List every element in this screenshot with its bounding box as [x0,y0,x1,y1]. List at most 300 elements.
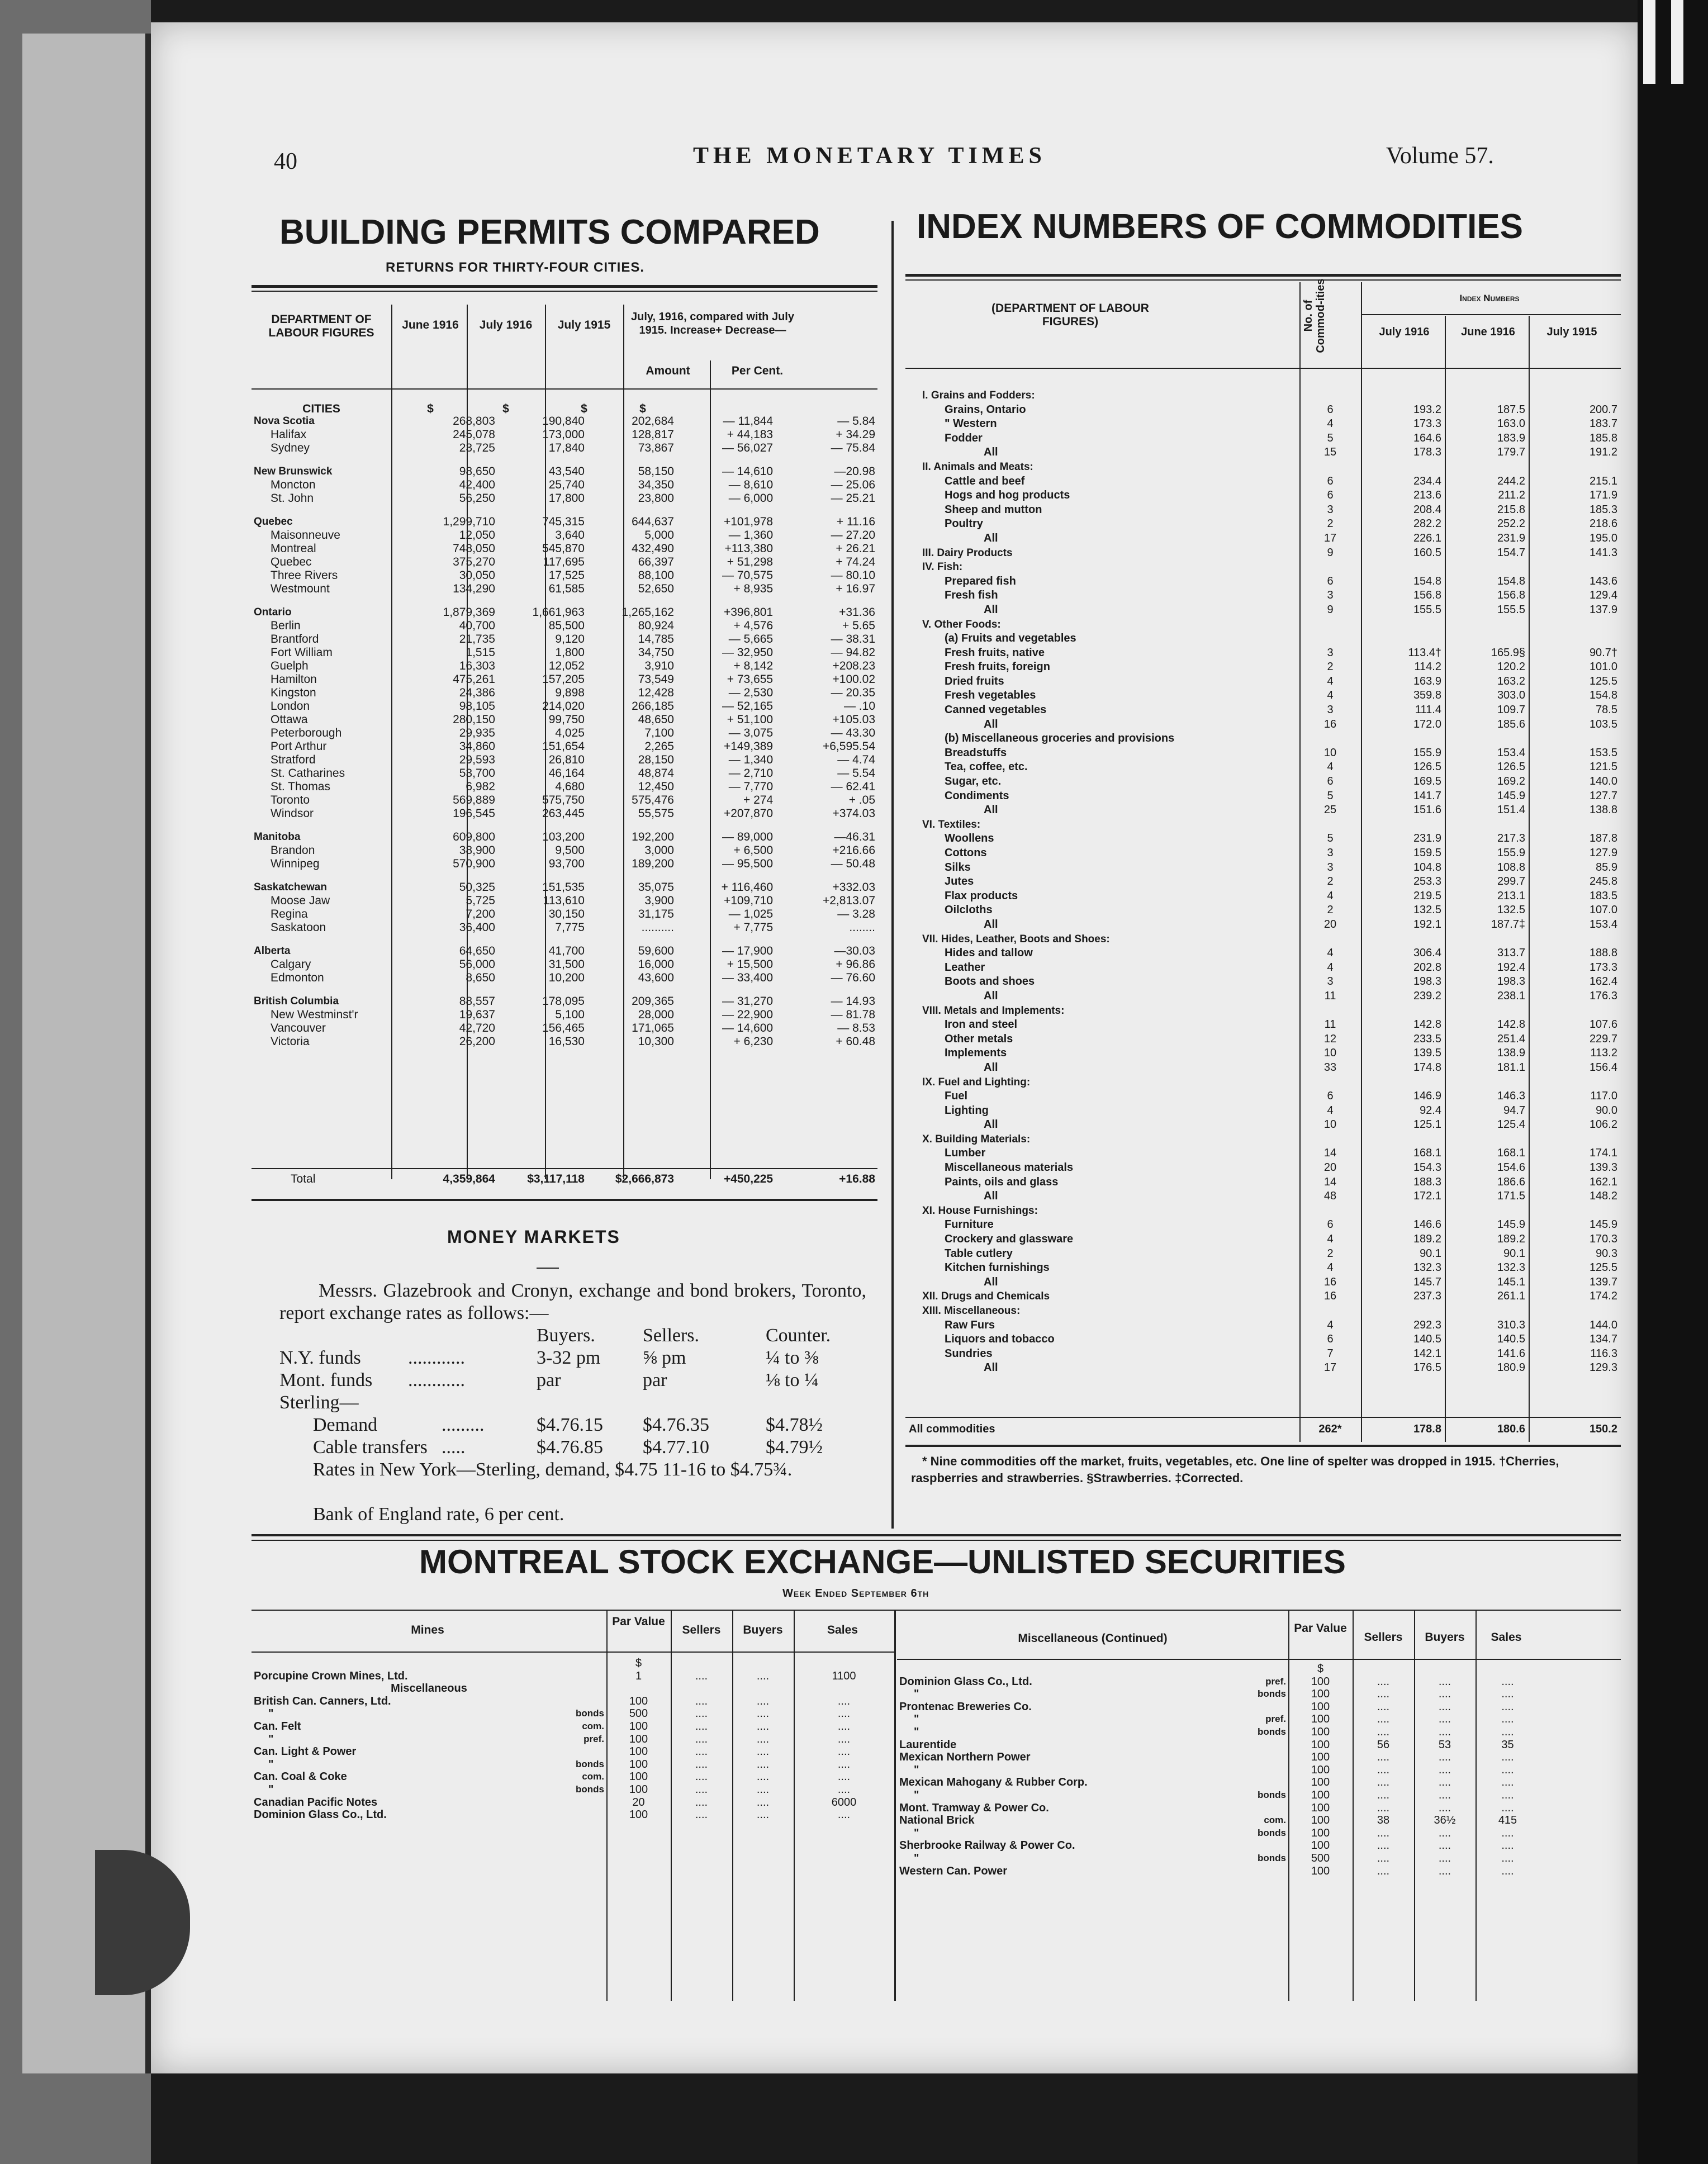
index-july-1916: 292.3 [1413,1318,1441,1331]
index-june-1916: 198.3 [1497,975,1525,988]
change-percent: + 34.29 [836,428,875,441]
city-row [252,646,877,659]
index-july-1915: 185.3 [1589,503,1617,516]
buyers-price: 36½ [1434,1814,1456,1827]
index-july-1915: 107.0 [1589,904,1617,917]
change-amount: + 51,298 [727,556,774,568]
change-percent: — 80.10 [831,569,875,582]
rate-label: Cable transfers [313,1437,428,1458]
commodity-name: All [984,804,998,817]
security-row [252,1771,894,1783]
province-row [252,465,877,478]
change-percent: +6,595.54 [822,740,875,753]
buyers-rate: $4.76.85 [537,1437,603,1458]
sellers-rate: $4.77.10 [643,1437,709,1458]
index-july-1916: 140.5 [1413,1333,1441,1346]
city-row [252,844,877,857]
june-1916-value: 569,889 [453,794,495,806]
city-row [252,673,877,686]
index-july-1915: 106.2 [1589,1118,1617,1131]
bp-col-june: June 1916 [402,319,459,331]
commodity-count [1299,632,1361,646]
page-edges [22,34,153,2073]
commodity-count: 4 [1327,1233,1334,1246]
st-col-buyers: Buyers [743,1624,783,1636]
commodity-name: Paints, oils and glass [945,1175,1059,1188]
change-percent: — 25.21 [831,492,875,505]
par-value: 100 [1311,1763,1330,1776]
commodity-row [905,660,1621,675]
june-1916-value: 196,545 [453,807,495,820]
buyers-price: .... [1438,1776,1451,1789]
table-top-rule-thin [252,291,877,292]
security-row [897,1726,1540,1739]
city-row [252,492,877,505]
sellers-price: 38 [1377,1814,1390,1827]
commodity-count: 16 [1323,718,1337,730]
security-name: Dominion Glass Co., Ltd. [254,1809,387,1821]
money-markets-title: MONEY MARKETS [447,1227,620,1247]
commodity-group-row [905,1132,1621,1147]
index-july-1916: 173.3 [1413,417,1441,430]
commodity-name: Sundries [945,1347,993,1360]
june-1916-value: 38,900 [459,844,495,857]
bp-col-compare: July, 1916, compared with July 1915. Increase+ Decrease— [631,311,794,336]
july-1915-value: 3,000 [644,844,674,857]
group-total-row [905,1275,1621,1290]
place-name: Windsor [271,807,314,820]
index-july-1916: 141.7 [1413,789,1441,802]
index-july-1915: 229.7 [1589,1032,1617,1045]
buyers-price: .... [756,1669,770,1682]
commodity-name: Table cutlery [945,1247,1013,1260]
index-july-1915: 156.4 [1589,1061,1617,1074]
july-1916-value: 30,150 [548,908,585,920]
ix-bottom-rule [905,1445,1621,1447]
security-name: " [914,1688,919,1701]
bp-total-label: Total [291,1173,316,1185]
index-july-1916: 231.9 [1413,832,1441,845]
par-value: 100 [1311,1826,1330,1839]
change-amount: — 3,075 [728,727,774,739]
index-july-1916: 359.8 [1413,689,1441,702]
index-june-1916: 244.2 [1497,474,1525,487]
change-percent: +208.23 [832,659,875,672]
city-row [252,767,877,780]
index-june-1916: 138.9 [1497,1047,1525,1060]
index-july-1916: 92.4 [1420,1104,1441,1117]
index-july-1915: 218.6 [1589,518,1617,530]
security-class [520,1745,606,1758]
ix-all-label: All commodities [909,1423,995,1435]
index-july-1915: 143.6 [1589,575,1617,587]
july-1915-value: 192,200 [632,831,674,843]
index-june-1916: 145.9 [1497,1218,1525,1231]
commodity-name: Other metals [945,1032,1013,1045]
change-amount: — 70,575 [722,569,774,582]
july-1915-value: 7,100 [644,727,674,739]
june-1916-value: 16,303 [459,659,495,672]
index-july-1915: 90.3 [1596,1247,1617,1260]
place-name: Saskatoon [271,921,326,934]
commodity-count: 5 [1327,832,1334,845]
commodity-name: Jutes [945,875,974,888]
commodity-row [905,789,1621,804]
buyers-price: .... [756,1758,770,1771]
city-row [252,857,877,871]
index-july-1915: 90.7† [1589,646,1617,659]
place-name: Peterborough [271,727,342,739]
commodity-name: VIII. Metals and Implements: [922,1004,1065,1017]
index-july-1916 [1361,1204,1445,1218]
index-july-1916: 169.5 [1413,775,1441,788]
change-percent: +31.36 [839,606,875,619]
buyers-price: .... [756,1796,770,1809]
commodity-name: All [984,918,998,931]
index-july-1916: 306.4 [1413,947,1441,960]
index-july-1915: 187.8 [1589,832,1617,845]
index-july-1916: 208.4 [1413,503,1441,516]
province-row [252,515,877,529]
commodity-row [905,646,1621,661]
change-amount: — 2,710 [728,767,774,780]
group-total-row [905,531,1621,546]
index-june-1916 [1445,632,1529,646]
sellers-price [671,1657,732,1670]
book-binding [0,0,151,2164]
july-1915-value: 432,490 [632,542,674,555]
security-row [252,1796,894,1809]
commodity-name: IX. Fuel and Lighting: [922,1076,1031,1088]
security-class: bonds [1258,1827,1286,1838]
july-1916-value: 4,680 [555,780,585,793]
commodity-count: 6 [1327,1090,1334,1103]
commodity-row [905,875,1621,889]
june-1916-value: 134,290 [453,582,495,595]
july-1916-value: 17,525 [548,569,585,582]
buyers-price: .... [1438,1675,1451,1688]
place-name: Toronto [271,794,310,806]
commodity-row [905,675,1621,689]
spacer-cell [252,596,877,606]
july-1916-value: 575,750 [542,794,585,806]
july-1916-value: 190,840 [542,415,585,428]
rate-row [279,1436,872,1459]
scan-mark [1671,0,1683,84]
place-name: Halifax [271,428,307,441]
index-july-1915: 148.2 [1589,1190,1617,1203]
par-value: 100 [629,1720,648,1733]
index-june-1916 [1445,932,1529,947]
july-1916-value: 31,500 [548,958,585,971]
security-class: pref. [1265,1714,1286,1725]
july-1916-value: 9,898 [555,686,585,699]
june-1916-value: 34,860 [459,740,495,753]
security-class: bonds [1258,1726,1286,1737]
commodity-row [905,746,1621,761]
index-july-1915: 173.3 [1589,961,1617,974]
section-rule [252,1534,1621,1536]
july-1915-value: 2,265 [644,740,674,753]
commodity-count [1299,818,1361,832]
sales-volume: .... [837,1809,851,1821]
july-1916-value: 5,100 [555,1008,585,1021]
par-value: 100 [1311,1725,1330,1738]
commodity-group-row [905,1289,1621,1304]
commodity-name: Fodder [945,431,983,444]
july-1916-value: 41,700 [548,945,585,957]
july-1915-value: 189,200 [632,857,674,870]
money-markets-intro: Messrs. Glazebrook and Cronyn, exchange and bond brokers, Toronto, report exchange rates as follows:— [279,1280,866,1323]
index-july-1915: 103.5 [1589,718,1617,730]
index-july-1916: 90.1 [1420,1247,1441,1260]
index-july-1916: 163.9 [1413,675,1441,687]
commodity-name: V. Other Foods: [922,618,1001,630]
index-july-1916 [1361,388,1445,403]
change-amount: + 7,775 [733,921,774,934]
commodity-count: 5 [1327,431,1334,444]
commodity-name: All [984,446,998,459]
place-name: St. Catharines [271,767,345,780]
july-1915-value: 12,450 [638,780,674,793]
change-amount: — 32,950 [722,646,774,659]
security-class [1193,1739,1288,1752]
index-june-1916: 192.4 [1497,961,1525,974]
index-july-1915 [1529,560,1621,575]
mm-bank-rate: Bank of England rate, 6 per cent. [313,1504,564,1525]
change-percent: — 8.53 [837,1022,875,1034]
index-july-1916: 233.5 [1413,1032,1441,1045]
index-july-1916: 104.8 [1413,861,1441,874]
commodity-row [905,1046,1621,1061]
index-june-1916: 187.5 [1497,403,1525,416]
security-row [897,1814,1540,1827]
july-1916-value: 103,200 [542,831,585,843]
commodity-count [1299,932,1361,947]
par-value: 100 [629,1783,648,1796]
group-total-row [905,718,1621,732]
sales-volume: .... [1501,1700,1514,1713]
place-name: Edmonton [271,971,324,984]
place-name: Port Arthur [271,740,327,753]
change-percent: +105.03 [832,713,875,726]
july-1916-value: 1,661,963 [532,606,585,619]
commodity-count: 6 [1327,775,1334,788]
july-1916-value: 214,020 [542,700,585,713]
index-june-1916: 186.6 [1497,1175,1525,1188]
rate-row [279,1347,872,1369]
st-left-head: Mines [411,1624,444,1636]
newspaper-page [151,22,1638,2073]
commodity-group-row [905,1304,1621,1318]
change-percent: — 25.06 [831,478,875,491]
place-name: Three Rivers [271,569,338,582]
july-1916-value: 9,120 [555,633,585,646]
commodity-name: (a) Fruits and vegetables [945,632,1076,645]
index-july-1916 [1361,1004,1445,1018]
july-1915-value: 3,910 [644,659,674,672]
commodity-name: All [984,1061,998,1074]
index-july-1915: 129.3 [1589,1361,1617,1374]
rate-row [279,1392,872,1414]
commodity-group-row [905,388,1621,403]
buyers-price [732,1682,794,1695]
change-amount: — 7,770 [728,780,774,793]
index-all-commodities [905,1422,1621,1437]
bp-col-july16: July 1916 [479,319,533,331]
table-spacer [252,455,877,465]
july-1916-value: 113,610 [543,894,585,907]
index-july-1915 [1529,632,1621,646]
july-1916-value: 46,164 [548,767,585,780]
commodity-name: Condiments [945,789,1009,802]
june-1916-value: 40,700 [459,619,495,632]
security-name: " [268,1783,274,1796]
sellers-price: .... [695,1669,708,1682]
change-percent: + 74.24 [836,556,875,568]
index-june-1916: 155.9 [1497,847,1525,859]
security-class: bonds [1258,1688,1286,1700]
city-row [252,569,877,582]
ix-group-rule [1361,314,1621,315]
city-row [252,582,877,596]
commodity-group-row [905,546,1621,561]
index-june-1916: 126.5 [1497,761,1525,773]
commodity-count: 10 [1323,1118,1337,1131]
change-amount: +101,978 [723,515,774,528]
commodity-count: 9 [1327,546,1334,559]
buyers-price: .... [756,1733,770,1745]
july-1916-value: 157,205 [542,673,585,686]
index-july-1915 [1529,818,1621,832]
commodity-row [905,503,1621,518]
bp-header-rule [252,388,877,390]
june-1916-value: 36,400 [459,921,495,934]
province-row [252,831,877,844]
index-july-1916 [1361,460,1445,474]
leader-dots: ..... [442,1437,466,1458]
june-1916-value: 29,935 [459,727,495,739]
place-name: Vancouver [271,1022,326,1034]
index-july-1915: 113.2 [1590,1047,1617,1060]
july-1915-value: 59,600 [638,945,674,957]
security-row [897,1688,1540,1701]
security-row [897,1852,1540,1865]
province-row [252,945,877,958]
index-june-1916 [1445,1075,1529,1090]
index-july-1915 [1529,1075,1621,1090]
change-amount: + 51,100 [727,713,774,726]
commodity-count: 11 [1324,989,1336,1002]
change-percent: + 60.48 [836,1035,875,1048]
change-percent: + 96.86 [836,958,875,971]
july-1916-value: 178,095 [542,995,585,1008]
june-1916-value: 8,650 [466,971,495,984]
index-july-1916: 111.4 [1415,704,1441,716]
index-july-1915 [1529,932,1621,947]
july-1916-value: 3,640 [555,529,585,542]
security-class [520,1809,606,1821]
sales-volume: .... [1501,1839,1514,1852]
july-1916-value: 25,740 [548,478,585,491]
commodity-row [905,689,1621,703]
commodity-group-row [905,618,1621,632]
city-row [252,780,877,794]
table-spacer [252,871,877,881]
par-value: 100 [629,1809,648,1821]
july-1915-value: 73,867 [638,442,674,454]
index-july-1916: 155.5 [1413,603,1441,616]
index-july-1916: 239.2 [1413,989,1441,1002]
change-amount: — 56,027 [722,442,774,454]
security-class [520,1796,606,1809]
index-july-1915: 191.2 [1589,446,1617,459]
commodity-count: 14 [1323,1175,1337,1188]
sellers-price: .... [1377,1688,1390,1701]
index-july-1915: 101.0 [1589,661,1617,673]
commodity-count: 11 [1324,1018,1336,1031]
change-percent: + 16.97 [836,582,875,595]
commodity-count: 20 [1323,918,1337,931]
ix-col-july15: July 1915 [1546,326,1597,338]
change-amount: — 6,000 [728,492,774,505]
july-1916-value: 151,654 [542,740,585,753]
july-1915-value: 48,650 [638,713,674,726]
commodity-count: 6 [1327,403,1334,416]
commodity-name: III. Dairy Products [922,547,1013,559]
city-row [252,740,877,753]
security-row [897,1776,1540,1789]
security-row [897,1789,1540,1802]
commodity-name: Lumber [945,1147,986,1160]
index-july-1916: 172.1 [1413,1190,1441,1203]
july-1916-value: 26,810 [548,753,585,766]
index-july-1916: 159.5 [1413,847,1441,859]
july-1915-value: 5,000 [644,529,674,542]
place-name: Nova Scotia [254,415,315,427]
july-1915-value: 266,185 [632,700,674,713]
spacer-cell [252,985,877,995]
sales-volume: .... [1501,1852,1514,1864]
change-percent: — 3.28 [837,908,875,920]
index-june-1916 [1445,1304,1529,1318]
index-july-1915: 176.3 [1589,989,1617,1002]
index-june-1916: 165.9§ [1491,646,1525,659]
june-1916-value: 23,725 [459,442,495,454]
spacer-cell [252,820,877,831]
security-class [1193,1865,1288,1878]
index-july-1915: 138.8 [1589,804,1617,817]
sellers-price: .... [1377,1713,1390,1726]
security-row [897,1701,1540,1714]
place-name: Moncton [271,478,316,491]
par-value: 100 [1311,1814,1330,1827]
sellers-price: .... [1377,1700,1390,1713]
sales-volume: .... [1501,1864,1514,1877]
security-name: Canadian Pacific Notes [254,1796,378,1809]
sales-volume: .... [1501,1801,1514,1814]
change-amount: + 6,230 [733,1035,774,1048]
july-1916-value: 263,445 [542,807,585,820]
commodity-count [1299,388,1361,403]
commodity-group-row [905,932,1621,947]
index-july-1916 [1361,1304,1445,1318]
table-spacer [252,820,877,831]
stock-exchange-title: MONTREAL STOCK EXCHANGE—UNLISTED SECURITIES [419,1543,1346,1581]
commodity-row [905,1318,1621,1333]
commodity-count: 48 [1323,1190,1337,1203]
index-july-1916: 193.2 [1413,403,1441,416]
